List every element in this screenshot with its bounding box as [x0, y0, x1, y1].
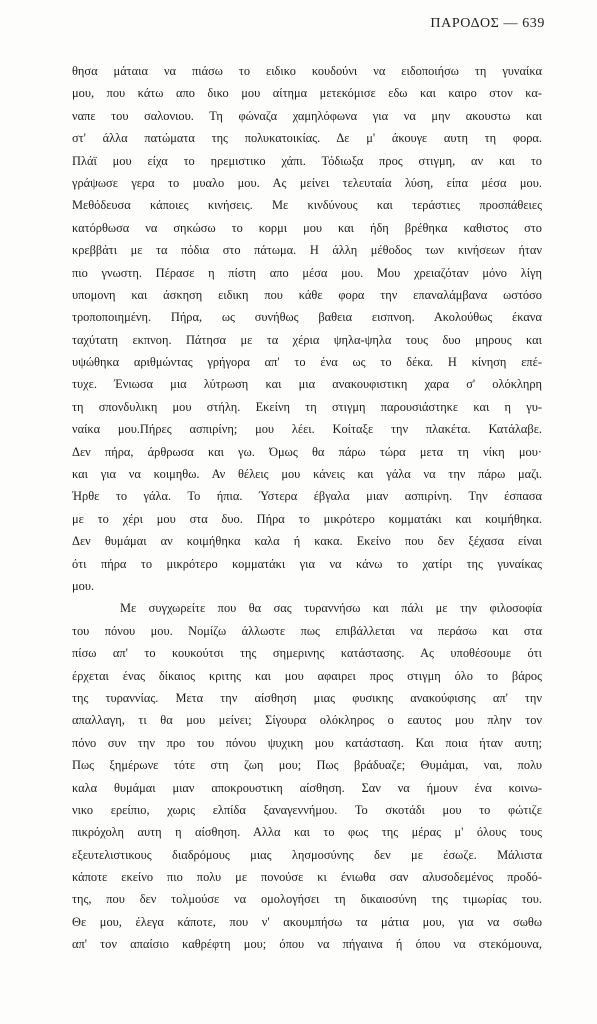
text-line: γράψωσε γερα το μυαλο μου. Ας μείνει τελευταία λύση, είπα μέσα μου. — [72, 175, 542, 190]
text-line: ταχύτατη εκπνοη. Πάτησα με τα χέρια ψηλα-ψηλα τους δυο μηρους και — [72, 332, 542, 347]
body-text — [72, 60, 542, 956]
text-line: απ' τον απαίσιο καθρέφτη μου; όπου να πήγαινα ή όπου να στεκόμουνα, — [72, 937, 542, 952]
text-line: πιο γνωστη. Πέρασε η πίστη απο μέσα μου. Μου χρειαζόταν μόνο λίγη — [72, 265, 542, 280]
paragraph-2 — [72, 597, 542, 955]
text-line: μου. — [72, 578, 95, 593]
text-line: θησα μάταια να πιάσω το ειδικο κουδούνι να ειδοποιήσω τη γυναίκα — [72, 64, 542, 78]
text-line: πίσω απ' το κουκούτσι της σημερινης κατάστασης. Ας υποθέσουμε ότι — [72, 646, 542, 661]
text-line: ναπε του σαλονιου. Τη φώναζα χαμηλόφωνα για να μην ακουστω και — [72, 108, 542, 123]
text-line: της τυραννίας. Μετα την αίσθηση μιας φυσικης ανακούφισης απ' την — [72, 690, 542, 705]
text-line: απαλλαγη, τι θα μου μείνει; Σίγουρα ολόκληρος ο εαυτος μου πλην τον — [72, 713, 542, 728]
text-line: υψώθηκα αριθμώντας γρήγορα απ' το ένα ως το δέκα. Η κίνηση επέ- — [72, 355, 542, 370]
text-line: πόνο συν την προ του πόνου ψυχικη μου κατάσταση. Και ποια ήταν αυτη; — [72, 735, 542, 750]
text-line: Μεθόδευσα κάποιες κινήσεις. Με κινδύνους και τεράστιες προσπάθειες — [72, 198, 542, 213]
text-line: κάποτε εκείνο πιο πολυ με πονούσε κι ένιωθα σαν αλυσοδεμένος προδό- — [72, 870, 542, 885]
text-line: τροποποιημένη. Πήρα, ως συνήθως βαθεια εισπνοη. Ακολούθως έκανα — [72, 310, 542, 325]
text-line: Δεν θυμάμαι αν κοιμήθηκα καλα ή κακα. Εκείνο που δεν ξέχασα είναι — [72, 534, 542, 549]
text-line: Πλάϊ μου είχα το ηρεμιστικο χάπι. Τόδιωξα προς στιγμη, αν και το — [72, 153, 542, 168]
text-line: τη σπονδυλικη μου στήλη. Εκείνη τη στιγμη παρουσιάστηκε και η γυ- — [72, 399, 542, 414]
running-head: ΠΑΡΟΔΟΣ — 639 — [430, 16, 545, 31]
text-line: μου, που κάτω απο δικο μου αίτημα μετεκόμισε εδω και καιρο στον κα- — [72, 86, 542, 101]
text-line: πικρόχολη αυτη η αίσθηση. Αλλα και το φως της μέρας μ' όλους τους — [72, 825, 542, 840]
text-line: ότι πήρα το μικρότερο κομματάκι για να κάνω το χατίρι της γυναίκας — [72, 556, 542, 571]
text-line: υπομονη και άσκηση ειδικη που κάθε φορα την επαναλάμβανα ωστόσο — [72, 287, 542, 302]
text-line: καλα θυμάμαι μιαν αποκρουστικη αίσθηση. Σαν να ήμουν ένα κοινω- — [72, 780, 542, 795]
text-line: Δεν πήρα, άρθρωσα και γω. Όμως θα πάρω τώρα μετα τη νίκη μου· — [72, 444, 542, 459]
text-line: ναίκα μου.Πήρες ασπιρίνη; μου λέει. Κοίταξε την πλακέτα. Κατάλαβε. — [72, 422, 542, 437]
paragraph-1 — [72, 60, 542, 597]
text-line: της, που δεν τολμούσε να ομολογήσει τη δικαιοσύνη της τιμωρίας του. — [72, 892, 542, 907]
text-line: έρχεται ένας δίκαιος κριτης και μου αφαιρει προς στιγμη όλο το βάρος — [72, 668, 542, 683]
text-line: με το χέρι μου στα δυο. Πήρα το μικρότερο κομματάκι και κοιμήθηκα. — [72, 511, 542, 526]
text-line: Πως ξημέρωνε τότε στη ζωη μου; Πως βράδυαζε; Θυμάμαι, ναι, πολυ — [72, 758, 542, 773]
text-line: στ' άλλα πατώματα της πολυκατοικίας. Δε μ' άκουγε αυτη τη φορα. — [72, 131, 542, 146]
text-line: Με συγχωρείτε που θα σας τυραννήσω και πάλι με την φιλοσοφία — [120, 601, 542, 616]
text-line: Ήρθε το γάλα. Το ήπια. Ύστερα έβγαλα μιαν ασπιρίνη. Την έσπασα — [72, 489, 542, 504]
text-line: και για να κοιμηθω. Αν θέλεις μου κάνεις και γάλα να την πάρω μαζι. — [72, 467, 542, 482]
text-line: κατόρθωσα να σηκώσω το κορμι μου και ήδη βρέθηκα καθιστος στο — [72, 220, 542, 235]
text-line: του πόνου μου. Νομίζω άλλωστε πως επιβάλλεται να περάσω και στα — [72, 623, 542, 638]
text-line: εξευτελιστικους διαδρόμους μιας λησμοσύνης δεν με έσωζε. Μάλιστα — [72, 847, 542, 862]
text-line: Θε μου, έλεγα κάποτε, που ν' ακουμπήσω τα μάτια μου, για να σωθω — [72, 914, 542, 929]
text-line: νικο ερείπιο, χωρις ελπίδα ξαναγεννήμου. Το σκοτάδι μου το φώτιζε — [72, 802, 542, 817]
text-line: κρεββάτι με τα πόδια στο πάτωμα. Η άλλη μέθοδος των κινήσεων ήταν — [72, 243, 542, 258]
text-line: τυχε. Ένιωσα μια λύτρωση και μια ανακουφιστικη χαρα σ' ολόκληρη — [72, 377, 542, 392]
